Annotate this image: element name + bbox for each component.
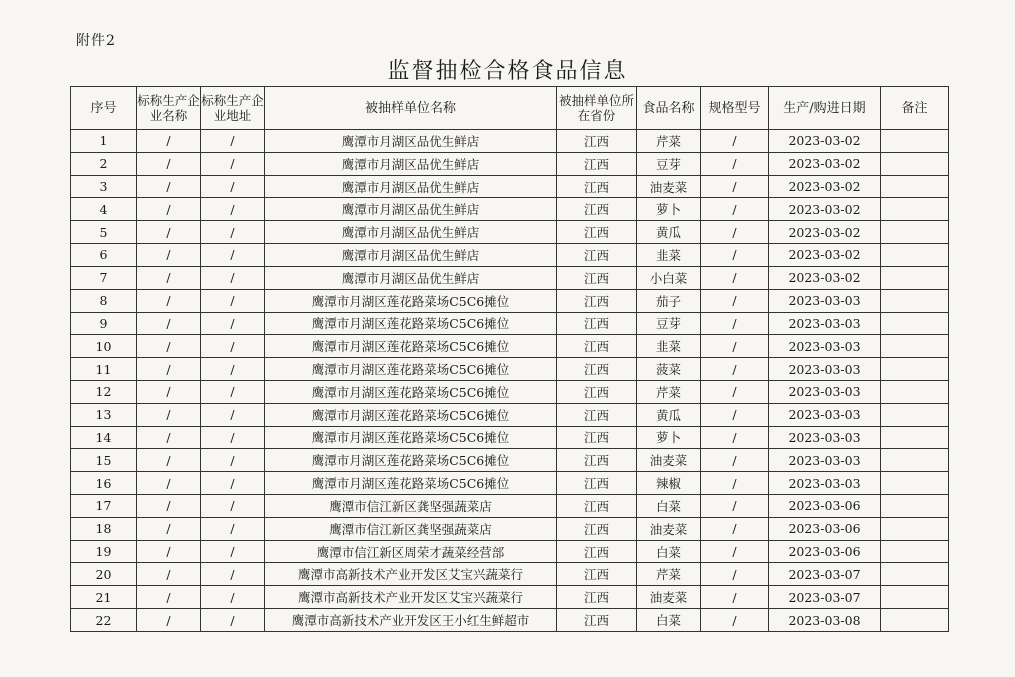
cell-note <box>881 289 949 312</box>
cell-manufacturer-address: / <box>201 540 265 563</box>
table-row <box>71 221 949 244</box>
cell-sampled-unit: 鹰潭市月湖区莲花路菜场C5C6摊位 <box>265 380 557 403</box>
cell-spec: / <box>701 152 769 175</box>
cell-date: 2023-03-02 <box>769 266 881 289</box>
cell-province: 江西 <box>557 449 637 472</box>
table-row <box>71 266 949 289</box>
cell-date: 2023-03-08 <box>769 609 881 632</box>
cell-manufacturer-address: / <box>201 449 265 472</box>
cell-date: 2023-03-07 <box>769 586 881 609</box>
cell-province: 江西 <box>557 358 637 381</box>
table-row <box>71 335 949 358</box>
cell-date: 2023-03-03 <box>769 312 881 335</box>
inspection-table <box>70 86 949 632</box>
cell-province: 江西 <box>557 540 637 563</box>
cell-food-name: 芹菜 <box>637 380 701 403</box>
cell-sampled-unit: 鹰潭市月湖区莲花路菜场C5C6摊位 <box>265 335 557 358</box>
cell-spec: / <box>701 312 769 335</box>
cell-serial: 12 <box>71 380 137 403</box>
cell-spec: / <box>701 175 769 198</box>
cell-manufacturer-address: / <box>201 198 265 221</box>
cell-date: 2023-03-02 <box>769 152 881 175</box>
cell-note <box>881 266 949 289</box>
cell-manufacturer-address: / <box>201 289 265 312</box>
cell-province: 江西 <box>557 266 637 289</box>
cell-manufacturer-name: / <box>137 517 201 540</box>
cell-sampled-unit: 鹰潭市月湖区莲花路菜场C5C6摊位 <box>265 289 557 312</box>
cell-serial: 7 <box>71 266 137 289</box>
cell-food-name: 白菜 <box>637 495 701 518</box>
cell-province: 江西 <box>557 289 637 312</box>
table-row <box>71 380 949 403</box>
cell-province: 江西 <box>557 609 637 632</box>
cell-serial: 14 <box>71 426 137 449</box>
cell-serial: 5 <box>71 221 137 244</box>
cell-food-name: 油麦菜 <box>637 175 701 198</box>
cell-serial: 10 <box>71 335 137 358</box>
cell-serial: 3 <box>71 175 137 198</box>
table-row <box>71 472 949 495</box>
table-row <box>71 403 949 426</box>
cell-province: 江西 <box>557 586 637 609</box>
cell-sampled-unit: 鹰潭市信江新区周荣才蔬菜经营部 <box>265 540 557 563</box>
cell-spec: / <box>701 495 769 518</box>
cell-serial: 11 <box>71 358 137 381</box>
cell-province: 江西 <box>557 335 637 358</box>
header-manufacturer-name: 标称生产企业名称 <box>137 87 201 130</box>
cell-date: 2023-03-07 <box>769 563 881 586</box>
cell-note <box>881 472 949 495</box>
cell-province: 江西 <box>557 380 637 403</box>
table-row <box>71 198 949 221</box>
cell-note <box>881 244 949 267</box>
cell-manufacturer-address: / <box>201 312 265 335</box>
cell-manufacturer-name: / <box>137 198 201 221</box>
cell-note <box>881 586 949 609</box>
cell-sampled-unit: 鹰潭市高新技术产业开发区艾宝兴蔬菜行 <box>265 563 557 586</box>
cell-sampled-unit: 鹰潭市月湖区品优生鲜店 <box>265 198 557 221</box>
cell-manufacturer-name: / <box>137 495 201 518</box>
table-row <box>71 563 949 586</box>
cell-manufacturer-name: / <box>137 563 201 586</box>
cell-province: 江西 <box>557 312 637 335</box>
cell-manufacturer-name: / <box>137 449 201 472</box>
cell-date: 2023-03-06 <box>769 495 881 518</box>
cell-note <box>881 380 949 403</box>
cell-manufacturer-name: / <box>137 540 201 563</box>
cell-manufacturer-address: / <box>201 175 265 198</box>
cell-food-name: 油麦菜 <box>637 449 701 472</box>
cell-date: 2023-03-03 <box>769 358 881 381</box>
cell-spec: / <box>701 609 769 632</box>
cell-food-name: 黄瓜 <box>637 221 701 244</box>
cell-manufacturer-name: / <box>137 130 201 153</box>
table-row <box>71 495 949 518</box>
cell-spec: / <box>701 130 769 153</box>
cell-date: 2023-03-02 <box>769 221 881 244</box>
table-row <box>71 426 949 449</box>
cell-province: 江西 <box>557 426 637 449</box>
cell-province: 江西 <box>557 198 637 221</box>
cell-manufacturer-name: / <box>137 312 201 335</box>
cell-note <box>881 495 949 518</box>
cell-note <box>881 540 949 563</box>
cell-note <box>881 563 949 586</box>
cell-spec: / <box>701 221 769 244</box>
cell-serial: 13 <box>71 403 137 426</box>
cell-manufacturer-name: / <box>137 358 201 381</box>
table-row <box>71 586 949 609</box>
cell-serial: 6 <box>71 244 137 267</box>
cell-serial: 16 <box>71 472 137 495</box>
cell-food-name: 萝卜 <box>637 426 701 449</box>
cell-province: 江西 <box>557 152 637 175</box>
cell-date: 2023-03-06 <box>769 540 881 563</box>
cell-food-name: 豆芽 <box>637 312 701 335</box>
cell-sampled-unit: 鹰潭市月湖区品优生鲜店 <box>265 244 557 267</box>
table-row <box>71 152 949 175</box>
cell-sampled-unit: 鹰潭市月湖区品优生鲜店 <box>265 266 557 289</box>
cell-manufacturer-name: / <box>137 609 201 632</box>
cell-province: 江西 <box>557 495 637 518</box>
cell-spec: / <box>701 358 769 381</box>
cell-manufacturer-address: / <box>201 358 265 381</box>
cell-spec: / <box>701 244 769 267</box>
cell-manufacturer-name: / <box>137 289 201 312</box>
cell-serial: 4 <box>71 198 137 221</box>
cell-spec: / <box>701 472 769 495</box>
cell-serial: 19 <box>71 540 137 563</box>
cell-spec: / <box>701 540 769 563</box>
cell-note <box>881 312 949 335</box>
cell-note <box>881 403 949 426</box>
cell-date: 2023-03-02 <box>769 130 881 153</box>
cell-spec: / <box>701 380 769 403</box>
cell-province: 江西 <box>557 472 637 495</box>
cell-manufacturer-name: / <box>137 266 201 289</box>
cell-manufacturer-address: / <box>201 403 265 426</box>
cell-note <box>881 152 949 175</box>
page-title: 监督抽检合格食品信息 <box>387 59 628 84</box>
header-spec: 规格型号 <box>701 87 769 130</box>
cell-serial: 22 <box>71 609 137 632</box>
table-row <box>71 244 949 267</box>
cell-food-name: 豆芽 <box>637 152 701 175</box>
cell-date: 2023-03-02 <box>769 198 881 221</box>
cell-sampled-unit: 鹰潭市高新技术产业开发区艾宝兴蔬菜行 <box>265 586 557 609</box>
cell-date: 2023-03-03 <box>769 449 881 472</box>
cell-manufacturer-address: / <box>201 335 265 358</box>
cell-note <box>881 449 949 472</box>
cell-manufacturer-address: / <box>201 472 265 495</box>
table-row <box>71 609 949 632</box>
cell-manufacturer-name: / <box>137 472 201 495</box>
cell-spec: / <box>701 198 769 221</box>
table-row <box>71 130 949 153</box>
cell-serial: 9 <box>71 312 137 335</box>
cell-food-name: 芹菜 <box>637 130 701 153</box>
cell-food-name: 白菜 <box>637 540 701 563</box>
cell-manufacturer-address: / <box>201 380 265 403</box>
cell-spec: / <box>701 517 769 540</box>
cell-note <box>881 175 949 198</box>
cell-food-name: 韭菜 <box>637 244 701 267</box>
cell-manufacturer-address: / <box>201 130 265 153</box>
cell-serial: 17 <box>71 495 137 518</box>
cell-sampled-unit: 鹰潭市月湖区莲花路菜场C5C6摊位 <box>265 403 557 426</box>
attachment-label: 附件2 <box>76 33 116 49</box>
cell-spec: / <box>701 289 769 312</box>
cell-date: 2023-03-02 <box>769 244 881 267</box>
table-row <box>71 312 949 335</box>
cell-sampled-unit: 鹰潭市月湖区莲花路菜场C5C6摊位 <box>265 449 557 472</box>
cell-note <box>881 130 949 153</box>
cell-spec: / <box>701 426 769 449</box>
cell-spec: / <box>701 266 769 289</box>
cell-serial: 18 <box>71 517 137 540</box>
cell-spec: / <box>701 449 769 472</box>
cell-food-name: 黄瓜 <box>637 403 701 426</box>
cell-food-name: 小白菜 <box>637 266 701 289</box>
cell-manufacturer-name: / <box>137 152 201 175</box>
cell-food-name: 菠菜 <box>637 358 701 381</box>
cell-date: 2023-03-03 <box>769 472 881 495</box>
cell-manufacturer-address: / <box>201 152 265 175</box>
cell-date: 2023-03-03 <box>769 403 881 426</box>
cell-date: 2023-03-03 <box>769 380 881 403</box>
cell-manufacturer-address: / <box>201 266 265 289</box>
cell-date: 2023-03-03 <box>769 426 881 449</box>
header-food-name: 食品名称 <box>637 87 701 130</box>
cell-sampled-unit: 鹰潭市月湖区品优生鲜店 <box>265 152 557 175</box>
cell-date: 2023-03-03 <box>769 335 881 358</box>
cell-manufacturer-name: / <box>137 244 201 267</box>
table-row <box>71 175 949 198</box>
cell-sampled-unit: 鹰潭市月湖区莲花路菜场C5C6摊位 <box>265 426 557 449</box>
cell-manufacturer-address: / <box>201 221 265 244</box>
cell-manufacturer-name: / <box>137 426 201 449</box>
cell-manufacturer-address: / <box>201 609 265 632</box>
cell-manufacturer-name: / <box>137 221 201 244</box>
header-serial: 序号 <box>71 87 137 130</box>
cell-food-name: 芹菜 <box>637 563 701 586</box>
cell-sampled-unit: 鹰潭市信江新区龚坚强蔬菜店 <box>265 495 557 518</box>
cell-manufacturer-address: / <box>201 586 265 609</box>
cell-sampled-unit: 鹰潭市月湖区品优生鲜店 <box>265 221 557 244</box>
table-row <box>71 540 949 563</box>
header-province: 被抽样单位所在省份 <box>557 87 637 130</box>
cell-province: 江西 <box>557 175 637 198</box>
cell-spec: / <box>701 335 769 358</box>
cell-note <box>881 609 949 632</box>
cell-serial: 1 <box>71 130 137 153</box>
cell-note <box>881 221 949 244</box>
cell-date: 2023-03-06 <box>769 517 881 540</box>
cell-food-name: 油麦菜 <box>637 517 701 540</box>
cell-serial: 2 <box>71 152 137 175</box>
cell-province: 江西 <box>557 563 637 586</box>
cell-manufacturer-name: / <box>137 586 201 609</box>
table-row <box>71 289 949 312</box>
cell-serial: 15 <box>71 449 137 472</box>
cell-sampled-unit: 鹰潭市月湖区品优生鲜店 <box>265 175 557 198</box>
header-sampled-unit: 被抽样单位名称 <box>265 87 557 130</box>
cell-manufacturer-address: / <box>201 426 265 449</box>
table-row <box>71 517 949 540</box>
cell-province: 江西 <box>557 517 637 540</box>
cell-sampled-unit: 鹰潭市月湖区莲花路菜场C5C6摊位 <box>265 312 557 335</box>
cell-serial: 21 <box>71 586 137 609</box>
cell-date: 2023-03-03 <box>769 289 881 312</box>
cell-date: 2023-03-02 <box>769 175 881 198</box>
cell-note <box>881 517 949 540</box>
header-date: 生产/购进日期 <box>769 87 881 130</box>
cell-spec: / <box>701 403 769 426</box>
cell-food-name: 辣椒 <box>637 472 701 495</box>
cell-spec: / <box>701 563 769 586</box>
table-row <box>71 358 949 381</box>
cell-sampled-unit: 鹰潭市月湖区莲花路菜场C5C6摊位 <box>265 472 557 495</box>
cell-province: 江西 <box>557 403 637 426</box>
cell-food-name: 萝卜 <box>637 198 701 221</box>
cell-sampled-unit: 鹰潭市月湖区莲花路菜场C5C6摊位 <box>265 358 557 381</box>
cell-spec: / <box>701 586 769 609</box>
cell-note <box>881 198 949 221</box>
cell-food-name: 茄子 <box>637 289 701 312</box>
cell-manufacturer-name: / <box>137 335 201 358</box>
cell-sampled-unit: 鹰潭市高新技术产业开发区王小红生鲜超市 <box>265 609 557 632</box>
cell-province: 江西 <box>557 244 637 267</box>
cell-note <box>881 335 949 358</box>
cell-manufacturer-address: / <box>201 495 265 518</box>
cell-sampled-unit: 鹰潭市信江新区龚坚强蔬菜店 <box>265 517 557 540</box>
cell-serial: 20 <box>71 563 137 586</box>
header-manufacturer-address: 标称生产企业地址 <box>201 87 265 130</box>
cell-food-name: 韭菜 <box>637 335 701 358</box>
cell-manufacturer-address: / <box>201 244 265 267</box>
cell-serial: 8 <box>71 289 137 312</box>
cell-food-name: 白菜 <box>637 609 701 632</box>
cell-note <box>881 358 949 381</box>
cell-manufacturer-name: / <box>137 380 201 403</box>
header-note: 备注 <box>881 87 949 130</box>
cell-manufacturer-name: / <box>137 175 201 198</box>
cell-manufacturer-address: / <box>201 563 265 586</box>
cell-food-name: 油麦菜 <box>637 586 701 609</box>
cell-sampled-unit: 鹰潭市月湖区品优生鲜店 <box>265 130 557 153</box>
cell-manufacturer-name: / <box>137 403 201 426</box>
table-row <box>71 449 949 472</box>
cell-province: 江西 <box>557 221 637 244</box>
cell-note <box>881 426 949 449</box>
cell-manufacturer-address: / <box>201 517 265 540</box>
table-header-row <box>71 87 949 130</box>
cell-province: 江西 <box>557 130 637 153</box>
